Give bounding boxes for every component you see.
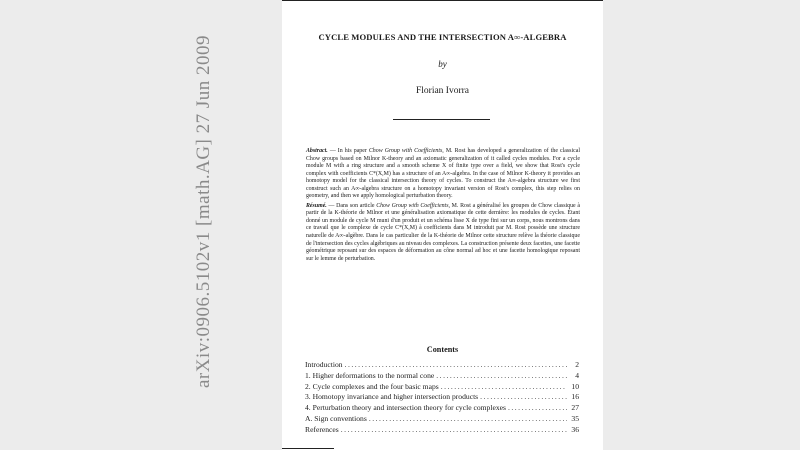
abstract-label: Abstract.: [306, 148, 328, 154]
abstract-text-body: , M. Rost has developed a generalization of the classical Chow groups based on Milnor K-theory and an axiomatic generalization of it called cycles modules. For a cycle module M with a ring structure and a smooth scheme X of finite type over a field, we show that Rost's cycle complex with coefficients C*(X,M) has a structure of an A∞-algebra. In the case of Milnor K-theory it provides an homotopy model for the classical intersection theory of cycles. To construct the A∞-algebra structure we first construct such an A∞-algebra structure on a homotopy invariant version of Rost's complex, this step relies on geometry, and then we apply homological perturbation theory.: [306, 148, 580, 200]
resume-text-body: , M. Rost a généralisé les groupes de Chow classique à partir de la K-théorie de Milnor et une généralisation axiomatique de cette dernière: les modules de cycles. Étant donné un module de cycle M muni d'un produit et un schéma lisse X de type fini sur un corps, nous montrons dans ce travail que le complexe de cycle C*(X,M) à coefficients dans M introduit par M. Rost possède une structure naturelle de A∞-algèbre. Dans le cas particulier de la K-théorie de Milnor cette structure relève la théorie classique de l'intersection des cycles algébriques au niveau des complexes. La construction présente deux facettes, une facette géométrique reposant sur des espaces de déformation au cône normal ad hoc et une facette homologique reposant sur le lemme de perturbation.: [306, 202, 580, 262]
toc-entry-label: Introduction: [305, 360, 343, 369]
toc-leader: [345, 360, 567, 371]
paper-title: CYCLE MODULES AND THE INTERSECTION A∞-ALGEBRA: [318, 32, 567, 42]
abstract-english: [306, 148, 580, 201]
toc-entry[interactable]: [305, 425, 579, 436]
toc-entry[interactable]: [305, 371, 579, 382]
toc-entry-page: 27: [571, 403, 579, 413]
toc-leader: [341, 425, 567, 436]
toc-leader: [369, 414, 567, 425]
toc-leader: [480, 392, 567, 403]
toc-entry-page: 10: [571, 381, 579, 391]
toc-leader: [436, 371, 567, 382]
abstract-block: [306, 148, 580, 265]
toc-entry[interactable]: [305, 392, 579, 403]
toc-entry[interactable]: [305, 360, 579, 371]
paper-page: [282, 0, 603, 450]
contents-heading: Contents: [426, 345, 459, 354]
toc-entry-label: 4. Perturbation theory and intersection theory for cycle complexes: [305, 403, 506, 413]
toc-entry-page: 2: [575, 360, 579, 369]
title-divider: [393, 119, 490, 120]
abstract-french: [306, 203, 580, 263]
resume-cited-title: Chow Group with Coefficients: [376, 202, 449, 209]
table-of-contents: [305, 360, 579, 436]
footnote-divider: [282, 448, 334, 449]
toc-entry[interactable]: [305, 382, 579, 393]
toc-entry-page: 16: [571, 392, 579, 402]
toc-entry-label: References: [305, 424, 339, 434]
arxiv-identifier: arXiv:0906.5102v1 [math.AG] 27 Jun 2009: [193, 34, 214, 388]
resume-text-intro: — Dans son article: [326, 202, 377, 209]
toc-entry-label: 1. Higher deformations to the normal cone: [305, 370, 435, 380]
toc-entry-page: 35: [571, 413, 579, 423]
toc-entry-page: 36: [571, 424, 579, 434]
toc-leader: [508, 403, 567, 414]
toc-entry-page: 4: [575, 370, 579, 380]
toc-entry-label: A. Sign conventions: [305, 413, 367, 423]
abstract-cited-title: Chow Group with Coefficients: [368, 148, 443, 154]
toc-leader: [441, 382, 567, 393]
byline: by: [438, 59, 447, 69]
resume-label: Résumé.: [306, 202, 327, 209]
author-name: Florian Ivorra: [415, 86, 470, 96]
toc-entry[interactable]: [305, 403, 579, 414]
toc-entry-label: 3. Homotopy invariance and higher intersection products: [305, 392, 479, 402]
toc-entry[interactable]: [305, 414, 579, 425]
toc-entry-label: 2. Cycle complexes and the four basic maps: [305, 381, 439, 391]
abstract-text-intro: — In his paper: [327, 148, 369, 154]
